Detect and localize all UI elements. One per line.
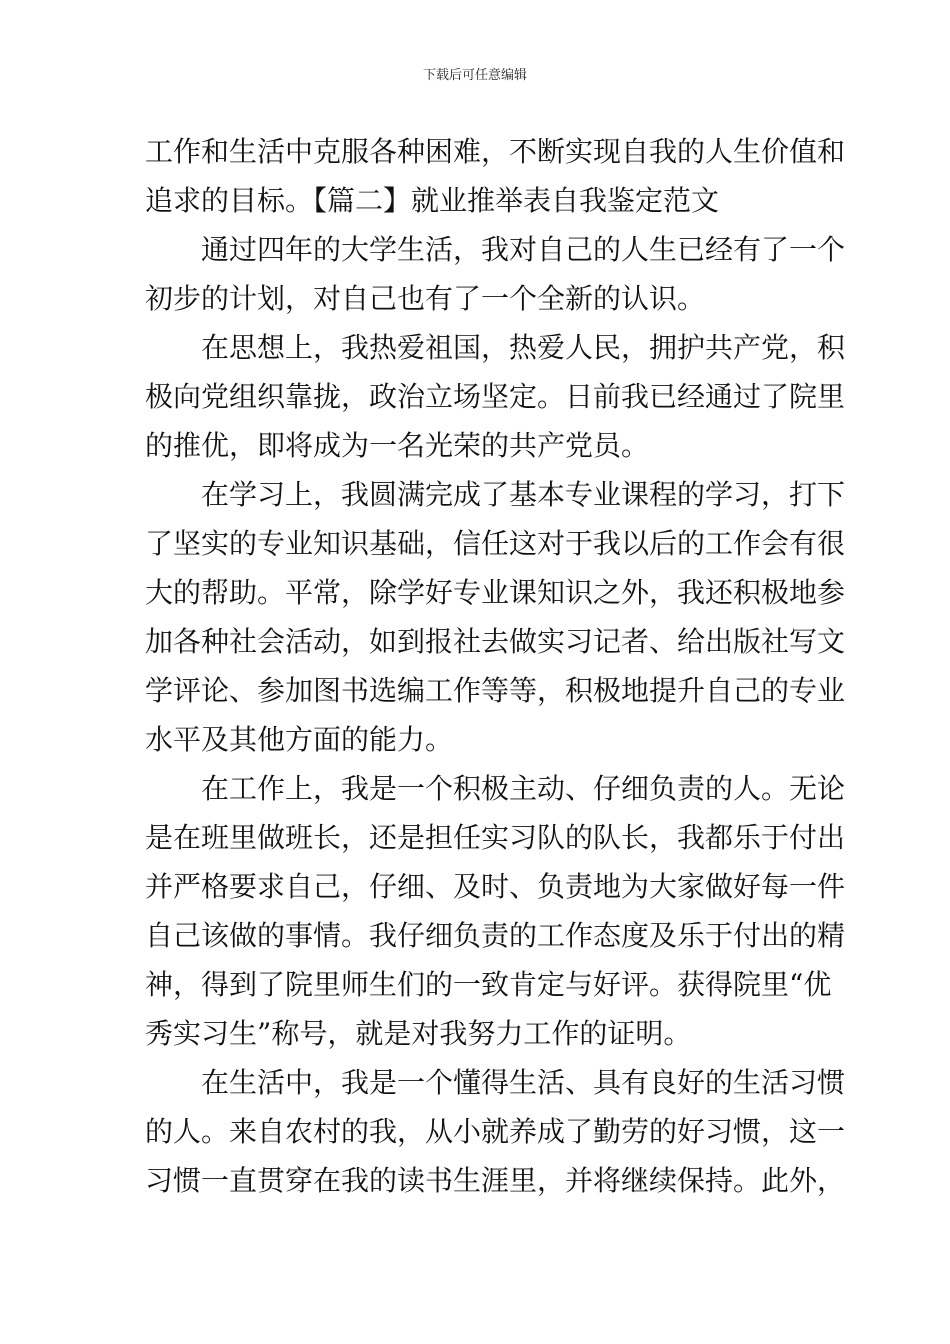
text-line: 学评论、参加图书选编工作等等，积极地提升自己的专业 bbox=[145, 674, 846, 707]
text-line: 极向党组织靠拢，政治立场坚定。日前我已经通过了院里 bbox=[145, 380, 846, 413]
page-header: 下载后可任意编辑 bbox=[422, 68, 527, 83]
text-line: 初步的计划，对自己也有了一个全新的认识。 bbox=[145, 282, 706, 315]
text-line: 的推优，即将成为一名光荣的共产党员。 bbox=[145, 429, 650, 462]
document-body bbox=[145, 127, 846, 1205]
text-line: 在工作上，我是一个积极主动、仔细负责的人。无论 bbox=[201, 772, 846, 805]
text-line: 自己该做的事情。我仔细负责的工作态度及乐于付出的精 bbox=[145, 919, 846, 952]
text-line: 习惯一直贯穿在我的读书生涯里，并将继续保持。此外， bbox=[145, 1164, 846, 1197]
text-line: 加各种社会活动，如到报社去做实习记者、给出版社写文 bbox=[145, 625, 846, 658]
text-line: 是在班里做班长，还是担任实习队的队长，我都乐于付出 bbox=[145, 821, 846, 854]
text-line: 神，得到了院里师生们的一致肯定与好评。获得院里“优 bbox=[145, 968, 832, 1001]
text-line: 在生活中，我是一个懂得生活、具有良好的生活习惯 bbox=[201, 1066, 846, 1099]
text-line: 秀实习生”称号，就是对我努力工作的证明。 bbox=[145, 1017, 692, 1050]
text-line: 工作和生活中克服各种困难，不断实现自我的人生价值和 bbox=[145, 135, 846, 168]
text-line: 在思想上，我热爱祖国，热爱人民，拥护共产党，积 bbox=[201, 331, 846, 364]
text-line: 的人。来自农村的我，从小就养成了勤劳的好习惯，这一 bbox=[145, 1115, 846, 1148]
text-line: 了坚实的专业知识基础，信任这对于我以后的工作会有很 bbox=[145, 527, 846, 560]
text-line: 水平及其他方面的能力。 bbox=[145, 723, 454, 756]
text-line: 大的帮助。平常，除学好专业课知识之外，我还积极地参 bbox=[145, 576, 846, 609]
text-line: 在学习上，我圆满完成了基本专业课程的学习，打下 bbox=[201, 478, 846, 511]
text-line: 并严格要求自己，仔细、及时、负责地为大家做好每一件 bbox=[145, 870, 846, 903]
text-line: 追求的目标。【篇二】就业推举表自我鉴定范文 bbox=[145, 184, 720, 217]
text-line: 通过四年的大学生活，我对自己的人生已经有了一个 bbox=[201, 233, 846, 266]
